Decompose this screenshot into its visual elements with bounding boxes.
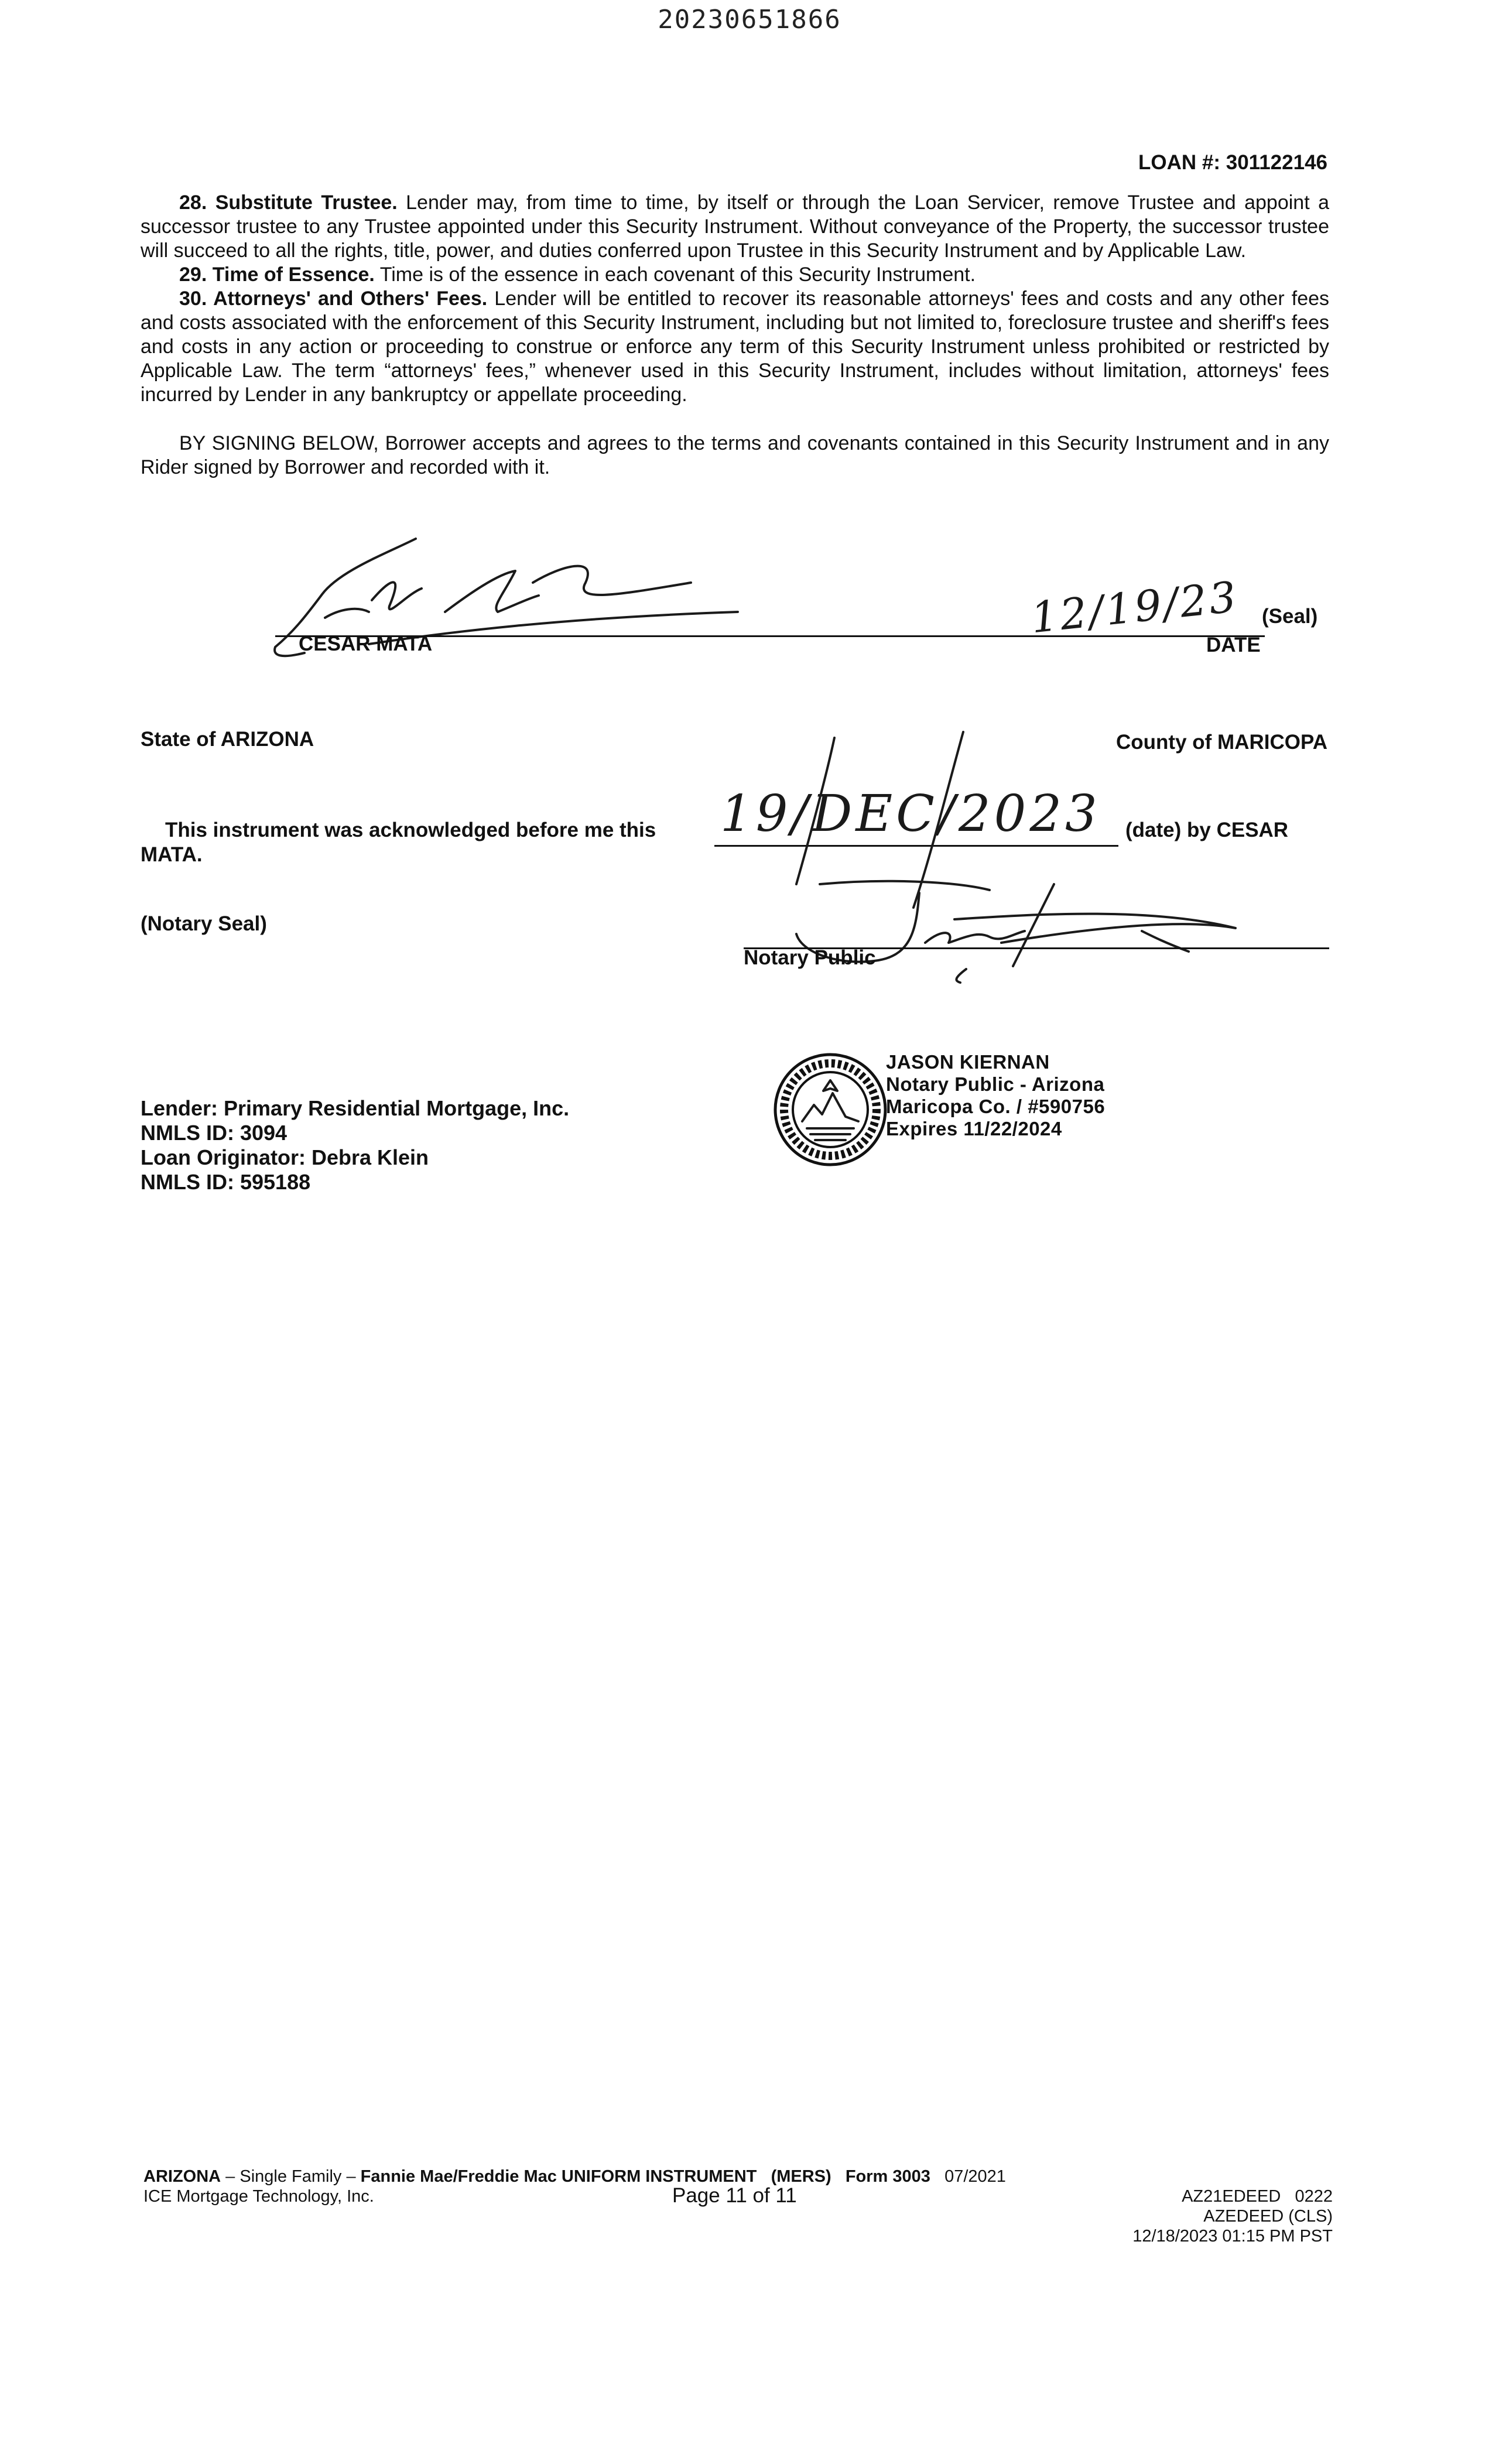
covenant-text	[141, 191, 1329, 480]
notary-public-label: Notary Public	[744, 946, 876, 969]
notary-state: State of ARIZONA	[141, 728, 314, 751]
notary-county: County of MARICOPA	[1116, 731, 1327, 754]
footer-state: ARIZONA	[143, 2167, 221, 2186]
section-28-text: Lender may, from time to time, by itself or through the Loan Servicer, remove Trustee and appoint a successor trustee to any Trustee appointed under this Security Instrument. Without conveyance of the Property, the successor trustee will succeed to all the rights, title, power, and duties conferred upon Trustee in this Security Instrument and by Applicable Law.	[141, 191, 1329, 262]
section-29	[141, 263, 1329, 287]
loan-originator: Loan Originator: Debra Klein	[141, 1145, 429, 1169]
section-30-text: Lender will be entitled to recover its reasonable attorneys' fees and costs and any other fees and costs associated with the enforcement of this Security Instrument, including but not limited to, foreclosure trustee and sheriff's fees and costs in any action or proceeding to construe or enforce any term of this Security Instrument unless prohibited or restricted by Applicable Law. The term “attorneys' fees,” whenever used in this Security Instrument, includes without limitation, attorneys' fees incurred by Lender in any bankruptcy or appellate proceeding.	[141, 288, 1330, 406]
footer-codes	[1132, 2186, 1333, 2246]
acknowledgment-text: This instrument was acknowledged before me this	[165, 819, 656, 841]
section-29-number: 29.	[179, 263, 207, 286]
acknowledgment-suffix: (date) by CESAR	[1125, 819, 1289, 841]
stamp-notary-title: Notary Public - Arizona	[886, 1073, 1105, 1095]
borrower-date-label: DATE	[1206, 634, 1261, 656]
section-30	[141, 287, 1329, 407]
footer-page-number: Page 11 of 11	[672, 2184, 797, 2207]
section-30-title: Attorneys' and Others' Fees.	[213, 288, 488, 310]
acknowledgment-name-tail: MATA.	[141, 843, 203, 866]
footer-form-date: 07/2021	[944, 2167, 1006, 2186]
lender-nmls-id: NMLS ID: 3094	[141, 1121, 288, 1145]
footer-code-1b: 0222	[1295, 2187, 1333, 2206]
footer-mers: (MERS)	[771, 2167, 831, 2186]
footer-family-type: – Single Family –	[221, 2167, 361, 2186]
recording-number: 20230651866	[658, 5, 841, 35]
signing-statement: BY SIGNING BELOW, Borrower accepts and agrees to the terms and covenants contained in this Security Instrument and in any Rider signed by Borrower and recorded with it.	[141, 432, 1329, 478]
lender-name: Lender: Primary Residential Mortgage, Inc.	[141, 1096, 570, 1120]
section-28-number: 28.	[179, 191, 207, 214]
footer-company: ICE Mortgage Technology, Inc.	[143, 2187, 374, 2206]
footer-form-line	[143, 2167, 1006, 2186]
stamp-notary-name: JASON KIERNAN	[886, 1051, 1050, 1073]
lender-info	[141, 1096, 569, 1195]
stamp-commission: Maricopa Co. / #590756	[886, 1096, 1106, 1117]
loan-number: LOAN #: 301122146	[1138, 151, 1327, 174]
footer-code-1: AZ21EDEED	[1182, 2187, 1281, 2206]
section-30-number: 30.	[179, 288, 207, 310]
section-29-title: Time of Essence.	[212, 263, 375, 286]
borrower-name: CESAR MATA	[299, 632, 433, 655]
section-28	[141, 191, 1329, 263]
notary-seal-label: (Notary Seal)	[141, 912, 267, 935]
section-28-title: Substitute Trustee.	[215, 191, 398, 214]
footer-code-2: AZEDEED (CLS)	[1203, 2207, 1333, 2226]
borrower-handwritten-date: 12/19/23	[1028, 571, 1241, 643]
footer-timestamp: 12/18/2023 01:15 PM PST	[1132, 2227, 1333, 2246]
arizona-state-seal-icon	[772, 1051, 889, 1168]
borrower-seal-label: (Seal)	[1262, 605, 1318, 628]
section-29-text: Time is of the essence in each covenant of this Security Instrument.	[379, 263, 976, 286]
stamp-expiration: Expires 11/22/2024	[886, 1118, 1062, 1139]
footer-instrument: Fannie Mae/Freddie Mac UNIFORM INSTRUMENT	[360, 2167, 757, 2186]
notary-handwritten-date: 19/DEC/2023	[720, 785, 1101, 843]
footer-form-number: Form 3003	[845, 2167, 930, 2186]
originator-nmls-id: NMLS ID: 595188	[141, 1170, 311, 1194]
